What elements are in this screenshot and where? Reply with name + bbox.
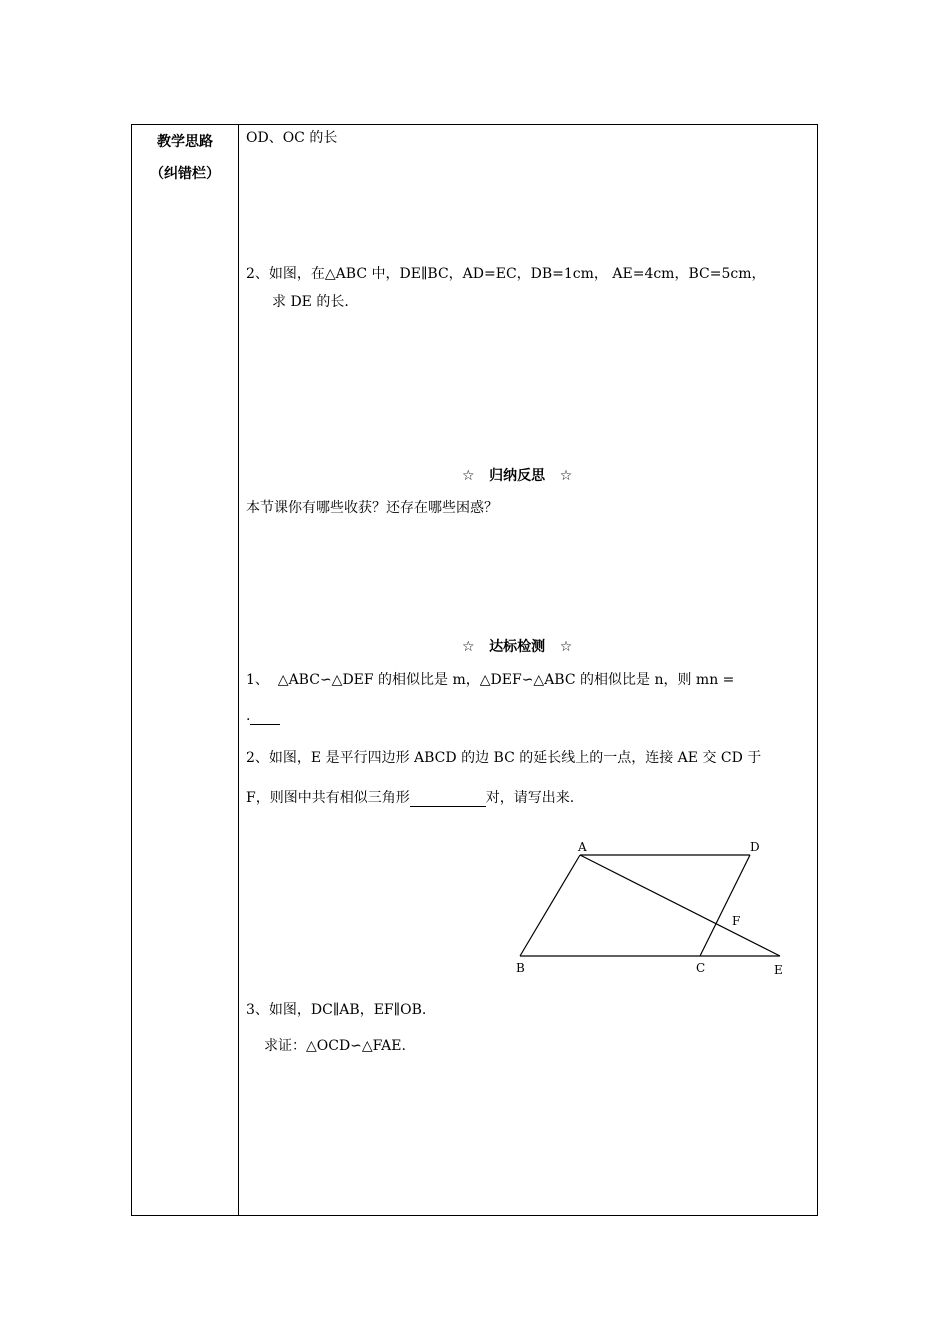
label-a: A bbox=[578, 840, 587, 854]
segment-ab bbox=[520, 855, 580, 956]
answer-blank[interactable] bbox=[410, 792, 486, 807]
label-c: C bbox=[696, 961, 706, 975]
column-divider bbox=[238, 125, 239, 1215]
left-column-title: 教学思路 bbox=[157, 134, 213, 150]
reflection-prompt: 本节课你有哪些收获？还存在哪些困惑？ bbox=[246, 500, 498, 516]
check-3-line-1: 3、如图，DC∥AB，EF∥OB. bbox=[246, 1002, 427, 1018]
question-2-line-2: 求 DE 的长. bbox=[272, 294, 349, 310]
question-2-line-1: 2、如图，在△ABC 中，DE∥BC，AD=EC，DB=1cm， AE=4cm，BC=5cm， bbox=[246, 266, 766, 282]
reflection-heading: ☆ 归纳反思 ☆ bbox=[462, 468, 573, 484]
segment-ae bbox=[580, 855, 780, 956]
check-2-line-2 bbox=[246, 789, 574, 807]
label-f: F bbox=[732, 914, 741, 928]
continuation-text: OD、OC 的长 bbox=[246, 130, 338, 146]
worksheet-table bbox=[131, 124, 818, 1216]
check-1-line-1: 1、 △ABC∽△DEF 的相似比是 m，△DEF∽△ABC 的相似比是 n，则 mn = bbox=[246, 672, 735, 688]
check-1-period: . bbox=[246, 708, 251, 724]
segment-dc bbox=[700, 855, 750, 956]
parallelogram-figure bbox=[512, 835, 812, 995]
check-1-line-2 bbox=[246, 707, 280, 725]
check-2-text-b: 对，请写出来. bbox=[485, 790, 575, 806]
label-d: D bbox=[750, 840, 760, 854]
check-heading: ☆ 达标检测 ☆ bbox=[462, 639, 573, 655]
check-2-line-1: 2、如图，E 是平行四边形 ABCD 的边 BC 的延长线上的一点，连接 AE 交 CD 于 bbox=[246, 750, 762, 766]
label-e: E bbox=[774, 963, 783, 977]
check-3-line-2: 求证：△OCD∽△FAE. bbox=[264, 1038, 406, 1054]
left-column-subtitle: （纠错栏） bbox=[150, 166, 220, 182]
answer-blank[interactable] bbox=[250, 710, 280, 725]
label-b: B bbox=[516, 961, 525, 975]
check-2-text-a: F，则图中共有相似三角形 bbox=[246, 790, 410, 806]
